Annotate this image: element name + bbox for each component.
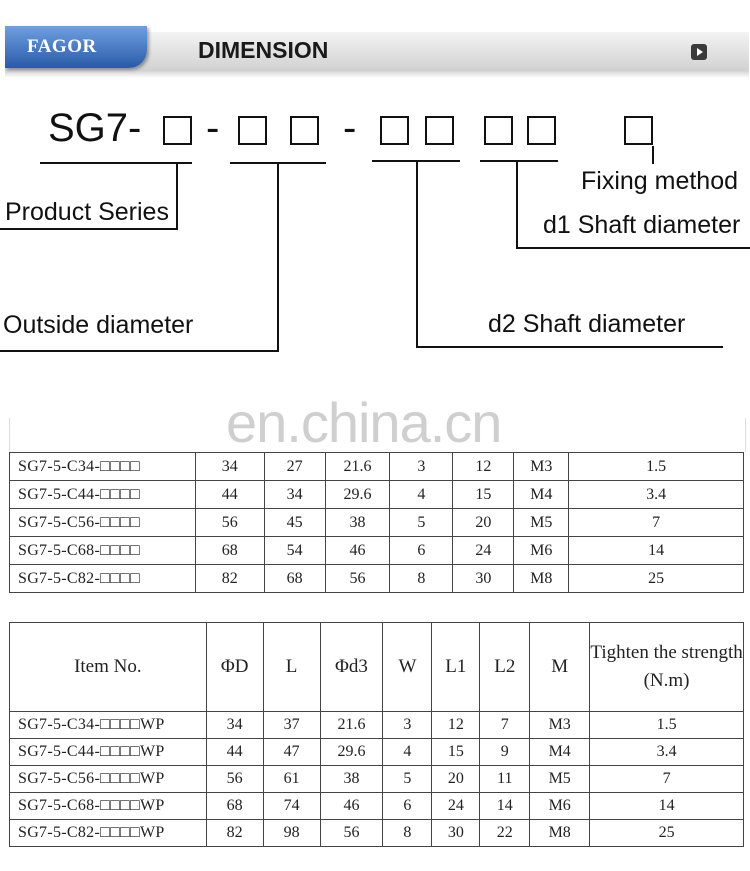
table-cell: 47 <box>263 739 320 766</box>
table-cell: 20 <box>453 509 514 537</box>
label-fixing-method: Fixing method <box>581 167 739 195</box>
table-cell: M6 <box>530 793 590 820</box>
table-cell: M3 <box>530 712 590 739</box>
leader-line <box>0 350 279 352</box>
header-m: M <box>530 623 590 712</box>
table-cell: 11 <box>480 766 530 793</box>
underline <box>480 160 558 162</box>
item-no-cell: SG7-5-C68-□□□□WP <box>10 793 207 820</box>
table-cell: 34 <box>195 453 264 481</box>
code-box <box>163 116 192 145</box>
table-cell: 34 <box>264 481 325 509</box>
table-cell: 5 <box>390 509 453 537</box>
table-cell: 30 <box>453 565 514 593</box>
table-cell: 7 <box>590 766 744 793</box>
code-box <box>238 116 267 145</box>
table-cell: 68 <box>195 537 264 565</box>
item-no-cell: SG7-5-C68-□□□□ <box>10 537 196 565</box>
section-header <box>0 0 750 78</box>
code-box <box>425 116 454 145</box>
code-box <box>484 116 513 145</box>
header-l2: L2 <box>480 623 530 712</box>
table-cell: 98 <box>263 820 320 847</box>
table-cell: M5 <box>530 766 590 793</box>
code-dash: - <box>343 106 357 150</box>
table-cell: 38 <box>325 509 390 537</box>
header-outer-diameter: ΦD <box>206 623 263 712</box>
table-cell: M6 <box>514 537 569 565</box>
item-no-cell: SG7-5-C44-□□□□ <box>10 481 196 509</box>
table-cell: 82 <box>206 820 263 847</box>
item-no-cell: SG7-5-C34-□□□□WP <box>10 712 207 739</box>
header-tighten-strength: Tighten the strength (N.m) <box>590 623 744 712</box>
table-cell: 45 <box>264 509 325 537</box>
table-row <box>10 453 744 481</box>
brand-name: FAGOR <box>27 36 97 57</box>
label-d2-shaft-diameter: d2 Shaft diameter <box>488 310 686 338</box>
header-shadow <box>5 70 749 78</box>
table-header-row <box>10 623 744 712</box>
table-row <box>10 481 744 509</box>
table-cell: 21.6 <box>320 712 383 739</box>
table-cell: 74 <box>263 793 320 820</box>
table-cell: 82 <box>195 565 264 593</box>
table-cell: M4 <box>514 481 569 509</box>
table-cell: 44 <box>195 481 264 509</box>
code-box <box>290 116 319 145</box>
table-cell: 8 <box>383 820 432 847</box>
label-product-series: Product Series <box>5 198 169 226</box>
code-dash: - <box>206 106 220 150</box>
leader-line <box>416 346 723 348</box>
header-d3: Φd3 <box>320 623 383 712</box>
table-cell: 6 <box>390 537 453 565</box>
table-cell: 1.5 <box>590 712 744 739</box>
table-cell: 68 <box>264 565 325 593</box>
table-cell: 4 <box>390 481 453 509</box>
table-cell: 27 <box>264 453 325 481</box>
table-cell: 56 <box>206 766 263 793</box>
header-length: L <box>263 623 320 712</box>
item-no-cell: SG7-5-C44-□□□□WP <box>10 739 207 766</box>
table-cell: 1.5 <box>569 453 744 481</box>
table-cell: 56 <box>325 565 390 593</box>
section-title: DIMENSION <box>198 37 329 63</box>
table-cell: 46 <box>320 793 383 820</box>
table-cell: 14 <box>480 793 530 820</box>
table-cell: M5 <box>514 509 569 537</box>
leader-line <box>416 161 418 348</box>
model-prefix: SG7- <box>48 106 142 150</box>
table-cell: 4 <box>383 739 432 766</box>
table-row <box>10 820 744 847</box>
underline <box>40 162 192 164</box>
leader-line <box>516 247 750 249</box>
table-cell: 15 <box>432 739 480 766</box>
header-l1: L1 <box>432 623 480 712</box>
table-cell: 24 <box>432 793 480 820</box>
table-cell: 20 <box>432 766 480 793</box>
table-cell: M4 <box>530 739 590 766</box>
table-cell: M3 <box>514 453 569 481</box>
table-cell: 56 <box>195 509 264 537</box>
table-cell: 38 <box>320 766 383 793</box>
table-cell: 56 <box>320 820 383 847</box>
table-cell: 12 <box>453 453 514 481</box>
code-box <box>380 116 409 145</box>
leader-line <box>0 228 178 230</box>
table-cell: 3.4 <box>569 481 744 509</box>
label-d1-shaft-diameter: d1 Shaft diameter <box>543 211 741 239</box>
table-cell: M8 <box>530 820 590 847</box>
code-box <box>624 116 653 145</box>
table-row <box>10 739 744 766</box>
table-row <box>10 712 744 739</box>
header-w: W <box>383 623 432 712</box>
watermark: en.china.cn <box>226 391 502 454</box>
item-no-cell: SG7-5-C56-□□□□WP <box>10 766 207 793</box>
table-cell: 61 <box>263 766 320 793</box>
table-row <box>10 537 744 565</box>
table-cell: 34 <box>206 712 263 739</box>
table-cell: 46 <box>325 537 390 565</box>
table-cell: 14 <box>569 537 744 565</box>
table-row <box>10 793 744 820</box>
table-cell: 3 <box>390 453 453 481</box>
play-icon[interactable] <box>691 44 707 60</box>
leader-line <box>652 146 654 164</box>
item-no-cell: SG7-5-C56-□□□□ <box>10 509 196 537</box>
table-cell: 21.6 <box>325 453 390 481</box>
table-cell: 22 <box>480 820 530 847</box>
header-item-no: Item No. <box>10 623 207 712</box>
table-cell: 25 <box>590 820 744 847</box>
dimension-table-wp <box>9 622 744 847</box>
dimension-table-standard <box>9 452 744 593</box>
label-outside-diameter: Outside diameter <box>3 311 194 339</box>
item-no-cell: SG7-5-C82-□□□□WP <box>10 820 207 847</box>
leader-line <box>176 163 178 229</box>
table-cell: 9 <box>480 739 530 766</box>
table-cell: 44 <box>206 739 263 766</box>
leader-line <box>277 163 279 352</box>
table-cell: M8 <box>514 565 569 593</box>
table-row <box>10 509 744 537</box>
item-no-cell: SG7-5-C34-□□□□ <box>10 453 196 481</box>
table-cell: 12 <box>432 712 480 739</box>
table-cell: 14 <box>590 793 744 820</box>
table-cell: 15 <box>453 481 514 509</box>
table-cell: 29.6 <box>325 481 390 509</box>
table-cell: 37 <box>263 712 320 739</box>
table-row <box>10 565 744 593</box>
table-cell: 25 <box>569 565 744 593</box>
table-cell: 7 <box>569 509 744 537</box>
table-cell: 3 <box>383 712 432 739</box>
brand-logo <box>5 26 147 68</box>
table-cell: 3.4 <box>590 739 744 766</box>
table-cell: 5 <box>383 766 432 793</box>
table-cell: 8 <box>390 565 453 593</box>
code-box <box>527 116 556 145</box>
leader-line <box>516 161 518 249</box>
table-cell: 7 <box>480 712 530 739</box>
table-cell: 6 <box>383 793 432 820</box>
table-cell: 54 <box>264 537 325 565</box>
table-cell: 29.6 <box>320 739 383 766</box>
table-row <box>10 766 744 793</box>
item-no-cell: SG7-5-C82-□□□□ <box>10 565 196 593</box>
table-cell: 30 <box>432 820 480 847</box>
table-cell: 24 <box>453 537 514 565</box>
table-cell: 68 <box>206 793 263 820</box>
